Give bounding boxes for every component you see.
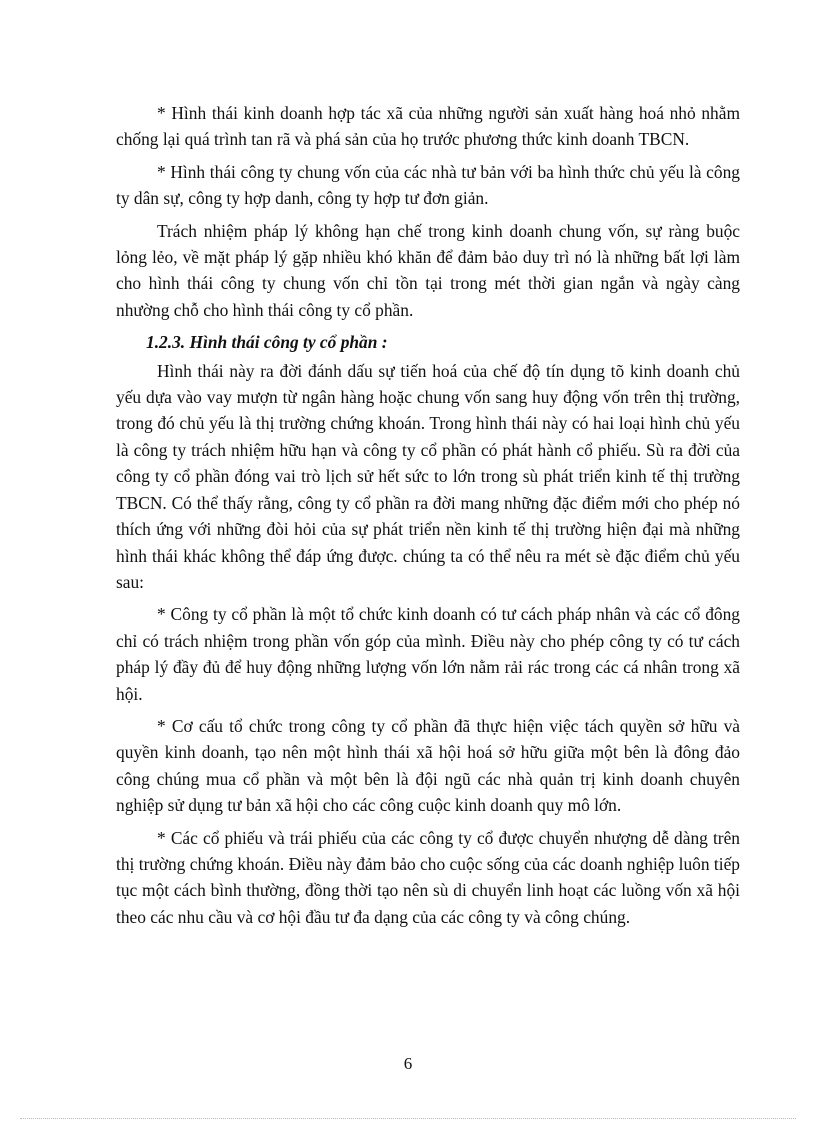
paragraph-joint-capital: * Hình thái công ty chung vốn của các nhà tư bản với ba hình thức chủ yếu là công ty dân sự, công ty hợp danh, công ty hợp tư đơn giản. [116,161,740,209]
section-heading: 1.2.3. Hình thái công ty cổ phần : [146,332,388,353]
paragraph-securities-transfer: * Các cổ phiếu và trái phiếu của các công ty cổ được chuyển nhượng dễ dàng trên thị trường chứng khoán. Điều này đảm bảo cho cuộc sống của các doanh nghiệp luôn tiếp tục một cách bình thường, đồng thời tạo nên sù di chuyển linh hoạt các luồng vốn xã hội theo các nhu cầu và cơ hội đầu tư đa dạng của các công ty và công chúng. [116,827,740,927]
paragraph-liability: Trách nhiệm pháp lý không hạn chế trong kinh doanh chung vốn, sự ràng buộc lỏng lẻo, về mặt pháp lý gặp nhiều khó khăn để đảm bảo duy trì nó là những bất lợi làm cho hình thái công ty chung vốn chỉ tồn tại trong mét thời gian ngắn và ngày càng nhường chỗ cho hình thái công ty cổ phần. [116,220,740,320]
paragraph-ownership-separation: * Cơ cấu tổ chức trong công ty cổ phần đã thực hiện việc tách quyền sở hữu và quyền kinh doanh, tạo nên một hình thái xã hội hoá sở hữu giữa một bên là đông đảo công chúng mua cổ phần và một bên là đội ngũ các nhà quản trị kinh doanh chuyên nghiệp sử dụng tư bản xã hội cho các công cuộc kinh doanh quy mô lớn. [116,715,740,816]
footer-divider [20,1118,796,1119]
paragraph-cooperative: * Hình thái kinh doanh hợp tác xã của những người sản xuất hàng hoá nhỏ nhằm chống lại quá trình tan rã và phá sản của họ trước phương thức kinh doanh TBCN. [116,103,740,150]
paragraph-joint-stock-intro: Hình thái này ra đời đánh dấu sự tiến hoá của chế độ tín dụng tõ kinh doanh chủ yếu dựa vào vay mượn từ ngân hàng hoặc chung vốn sang huy động vốn trên thị trường, trong đó chủ yếu là thị trường chứng khoán. Trong hình thái này có hai loại hình chủ yếu là công ty trách nhiệm hữu hạn và công ty cổ phần có phát hành cổ phiếu. Sù ra đời của công ty cổ phần đóng vai trò lịch sử hết sức to lớn trong sù phát triển kinh tế thị trường TBCN. Có thể thấy rằng, công ty cổ phần ra đời mang những đặc điểm mới cho phép nó thích ứng với những đòi hỏi của sự phát triển nền kinh tế thị trường hiện đại mà những hình thái khác không thể đáp ứng được. chúng ta có thể nêu ra mét sè đặc điểm chủ yếu sau: [116,360,740,592]
page-number: 6 [403,1054,413,1073]
page-body [116,100,740,936]
paragraph-legal-entity: * Công ty cổ phần là một tổ chức kinh doanh có tư cách pháp nhân và các cổ đông chỉ có trách nhiệm trong phần vốn góp của mình. Điều này cho phép công ty có tư cách pháp lý đầy đủ để huy động những lượng vốn lớn nằm rải rác trong các cá nhân trong xã hội. [116,604,740,704]
